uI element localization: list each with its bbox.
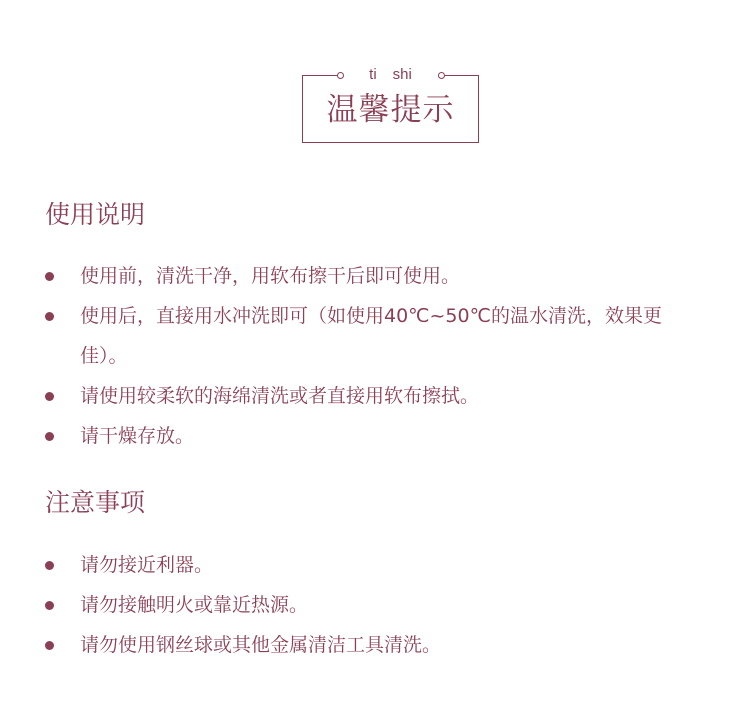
tip-box: [302, 66, 479, 143]
tip-pinyin: [303, 65, 478, 85]
pinyin-left: ti: [369, 66, 377, 83]
bullet-dot-icon: [45, 561, 54, 570]
bullet-dot-icon: [45, 601, 54, 610]
list-item-text: 请勿接近利器。: [80, 554, 214, 576]
list-item-text: 使用前，清洗干净，用软布擦干后即可使用。: [80, 265, 461, 287]
usage-heading: 使用说明: [45, 200, 146, 229]
list-item-text: 请勿使用钢丝球或其他金属清洁工具清洗。: [80, 634, 442, 656]
bullet-dot-icon: [45, 641, 54, 650]
page-title: 温馨提示: [326, 92, 455, 128]
bullet-dot-icon: [45, 272, 54, 281]
notes-list: [45, 545, 705, 665]
list-item: [45, 296, 705, 376]
bullet-dot-icon: [45, 392, 54, 401]
list-item-text: 请干燥存放。: [80, 425, 195, 447]
list-item-text: 请使用较柔软的海绵清洗或者直接用软布擦拭。: [80, 385, 480, 407]
list-item: [45, 376, 705, 416]
list-item: [45, 256, 705, 296]
bullet-dot-icon: [45, 432, 54, 441]
usage-list: [45, 256, 705, 456]
list-item: [45, 416, 705, 456]
pinyin-right: shi: [392, 66, 412, 83]
list-item: [45, 545, 705, 585]
bullet-dot-icon: [45, 312, 54, 321]
list-item: [45, 585, 705, 625]
list-item-text: 使用后，直接用水冲洗即可（如使用40℃~50℃的温水清洗，效果更佳）。: [80, 305, 662, 367]
list-item: [45, 625, 705, 665]
notes-heading: 注意事项: [45, 488, 146, 517]
list-item-text: 请勿接触明火或靠近热源。: [80, 594, 309, 616]
